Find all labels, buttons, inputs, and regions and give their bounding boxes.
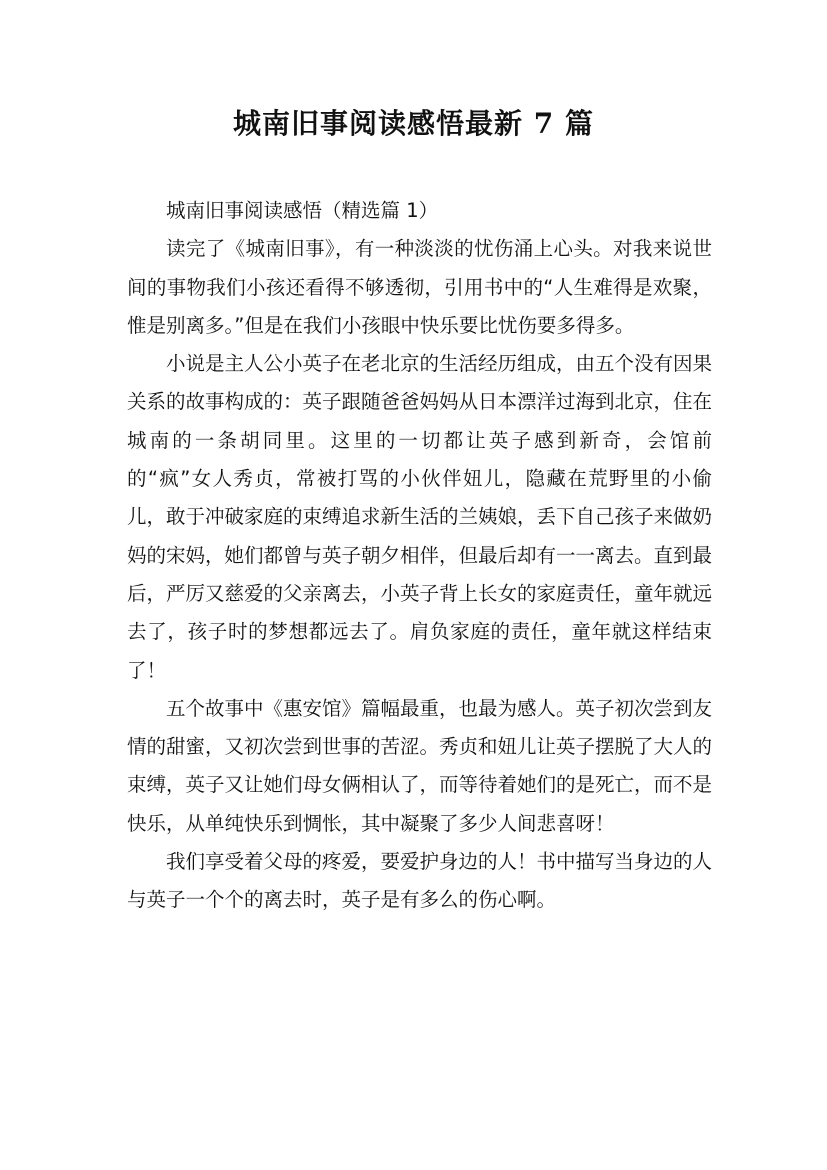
document-body — [127, 192, 712, 920]
document-title: 城南旧事阅读感悟最新 7 篇 — [233, 107, 594, 140]
section-heading: 城南旧事阅读感悟（精选篇 1） — [166, 199, 439, 222]
paragraph-1: 读完了《城南旧事》，有一种淡淡的忧伤涌上心头。对我来说世间的事物我们小孩还看得不够透彻，引用书中的“人生难得是欢聚，惟是别离多。”但是在我们小孩眼中快乐要比忧伤要多得多。 — [127, 237, 712, 337]
paragraph-3: 五个故事中《惠安馆》篇幅最重，也最为感人。英子初次尝到友情的甜蜜，又初次尝到世事的苦涩。秀贞和妞儿让英子摆脱了大人的束缚，英子又让她们母女俩相认了，而等待着她们的是死亡，而不是快乐，从单纯快乐到惆怅，其中凝聚了多少人间悲喜呀！ — [127, 696, 713, 835]
paragraph-2: 小说是主人公小英子在老北京的生活经历组成，由五个没有因果关系的故事构成的：英子跟随爸爸妈妈从日本漂洋过海到北京，住在城南的一条胡同里。这里的一切都让英子感到新奇，会馆前的“疯”女人秀贞，常被打骂的小伙伴妞儿，隐藏在荒野里的小偷儿，敢于冲破家庭的束缚追求新生活的兰姨娘，丢下自己孩子来做奶妈的宋妈，她们都曾与英子朝夕相伴，但最后却有一一离去。直到最后，严厉又慈爱的父亲离去，小英子背上长女的家庭责任，童年就远去了，孩子时的梦想都远去了。肩负家庭的责任，童年就这样结束了！ — [127, 352, 713, 682]
paragraph-4: 我们享受着父母的疼爱，要爱护身边的人！书中描写当身边的人与英子一个个的离去时，英子是有多么的伤心啊。 — [127, 850, 713, 912]
